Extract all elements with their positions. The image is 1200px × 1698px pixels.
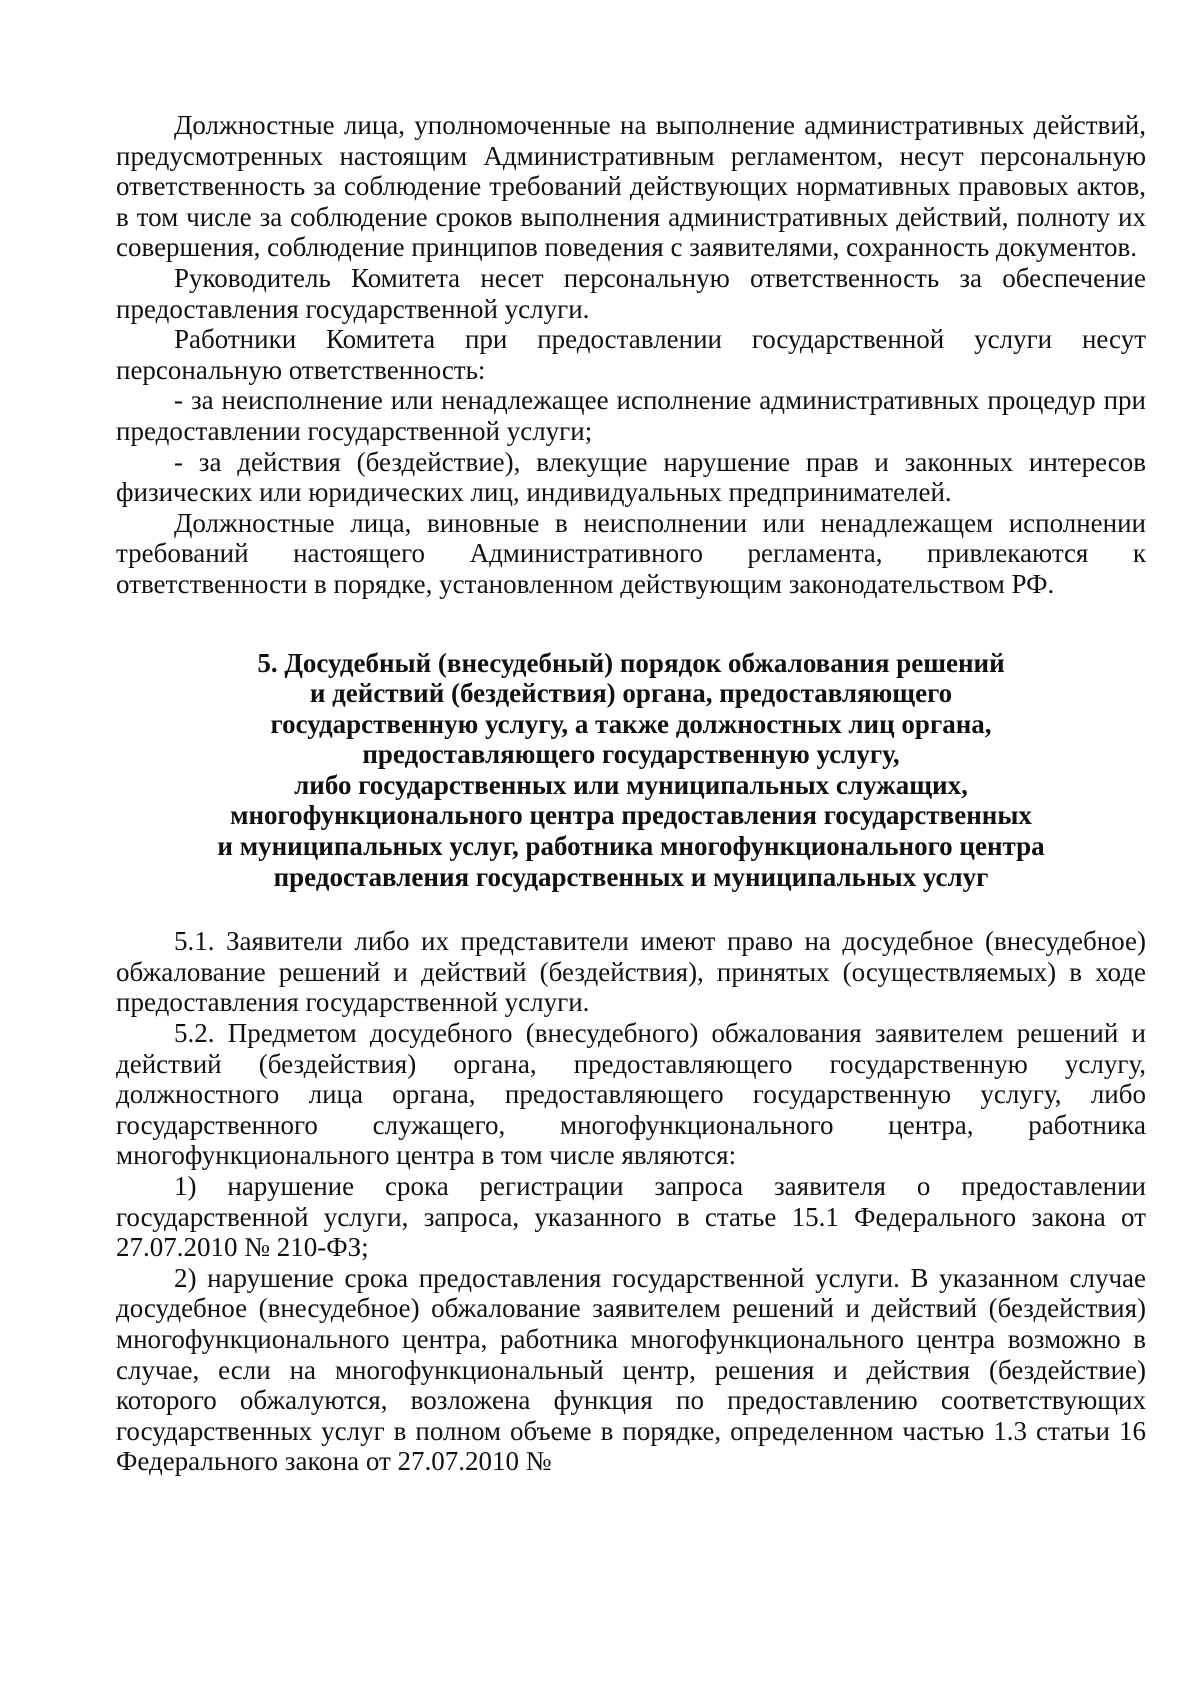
paragraph-head-responsibility: Руководитель Комитета несет персональную ответственность за обеспечение предоставления государственной услуги.: [116, 262, 1146, 324]
heading-line: государственную услугу, а также должностных лиц органа,: [270, 708, 992, 739]
list-item-non-execution: - за неисполнение или ненадлежащее исполнение административных процедур при предоставлении государственной услуги;: [116, 385, 1146, 446]
paragraph-officials-responsibility: Должностные лица, уполномоченные на выполнение административных действий, предусмотренных настоящим Административным регламентом, несут персональную ответственность за соблюдение требований действующих нормативных правовых актов, в том числе за соблюдение сроков выполнения административных действий, полноту их совершения, соблюдение принципов поведения с заявителями, сохранность документов.: [116, 110, 1146, 263]
paragraph-5-2: 5.2. Предметом досудебного (внесудебного) обжалования заявителем решений и действий (бездействия) органа, предоставляющего государственную услугу, должностного лица органа, предоставляющего государственную услугу, либо государственного служащего, многофункционального центра, работника многофункционального центра в том числе являются:: [116, 1018, 1146, 1171]
heading-line: предоставляющего государственную услугу,: [362, 739, 900, 770]
paragraph-guilty-officials: Должностные лица, виновные в неисполнении или ненадлежащем исполнении требований настоящего Административного регламента, привлекаются к ответственности в порядке, установленном действующим законодательством РФ.: [116, 507, 1146, 599]
document-page: [116, 110, 1146, 1477]
heading-line: предоставления государственных и муниципальных услуг: [273, 861, 989, 892]
paragraph-workers-responsibility: Работники Комитета при предоставлении государственной услуги несут персональную ответственность:: [116, 324, 1146, 385]
heading-line: и действий (бездействия) органа, предоставляющего: [309, 678, 953, 709]
heading-line: либо государственных или муниципальных служащих,: [294, 769, 968, 800]
heading-line: многофункционального центра предоставления государственных: [230, 800, 1032, 831]
list-item-1: 1) нарушение срока регистрации запроса заявителя о предоставлении государственной услуги, запроса, указанного в статье 15.1 Федерального закона от 27.07.2010 № 210-ФЗ;: [116, 1171, 1146, 1263]
heading-line: 5. Досудебный (внесудебный) порядок обжалования решений: [257, 647, 1005, 678]
list-item-2: 2) нарушение срока предоставления государственной услуги. В указанном случае досудебное (внесудебное) обжалование заявителем решений и действий (бездействия) многофункционального центра, работника многофункционального центра возможно в случае, если на многофункциональный центр, решения и действия (бездействие) которого обжалуются, возложена функция по предоставлению соответствующих государственных услуг в полном объеме в порядке, определенном частью 1.3 статьи 16 Федерального закона от 27.07.2010 №: [116, 1262, 1146, 1477]
paragraph-5-1: 5.1. Заявители либо их представители имеют право на досудебное (внесудебное) обжалование решений и действий (бездействия), принятых (осуществляемых) в ходе предоставления государственной услуги.: [116, 926, 1146, 1018]
section-5-heading: [116, 648, 1146, 893]
list-item-actions-inaction: - за действия (бездействие), влекущие нарушение прав и законных интересов физических или юридических лиц, индивидуальных предпринимателей.: [116, 446, 1146, 508]
heading-line: и муниципальных услуг, работника многофункционального центра: [217, 831, 1045, 862]
